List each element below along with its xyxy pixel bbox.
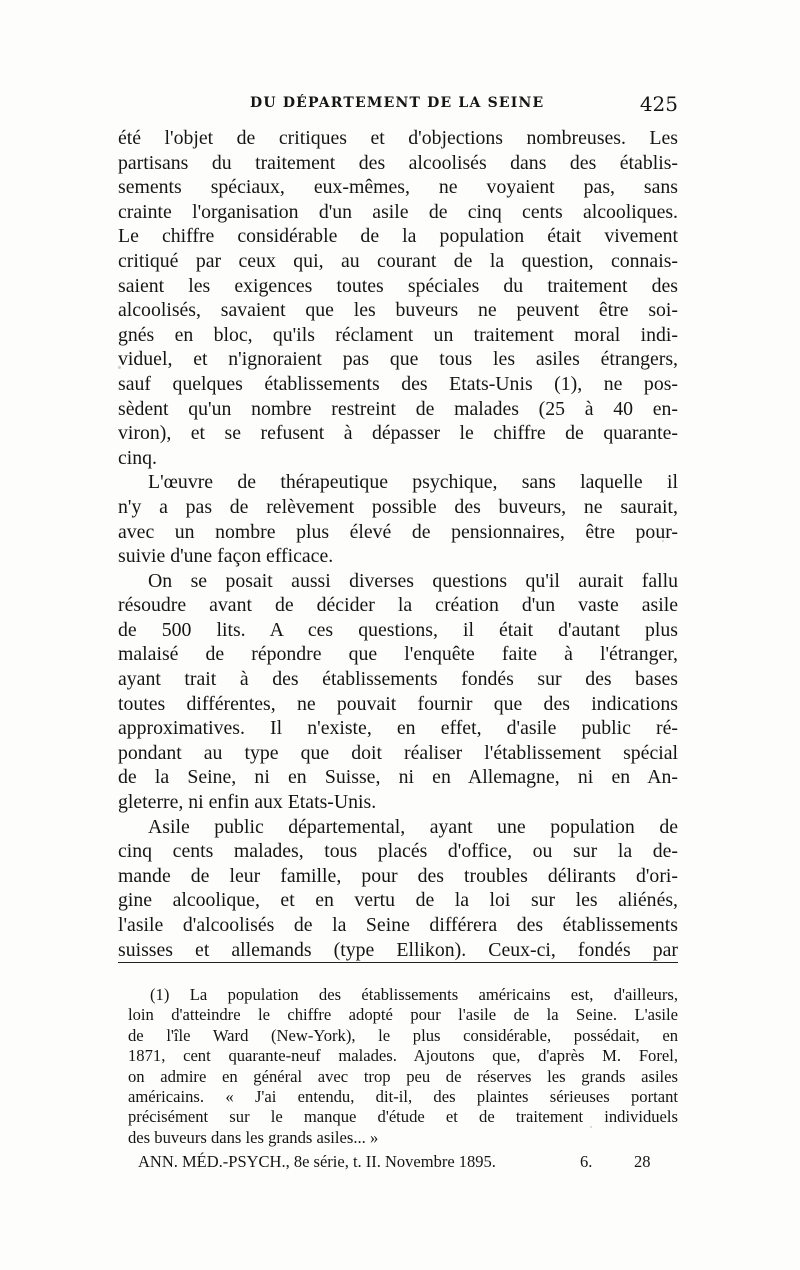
text-line: mande de leur famille, pour des troubles délirants d'ori- bbox=[118, 864, 678, 887]
text-line: toutes différentes, ne pouvait fournir que des indications bbox=[118, 692, 678, 715]
paper-speck bbox=[662, 540, 664, 542]
text-line: crainte l'organisation d'un asile de cinq cents alcooliques. bbox=[118, 200, 678, 223]
footnote-line: on admire en général avec trop peu de réserves les grands asiles bbox=[128, 1066, 678, 1086]
text-line: alcoolisés, savaient que les buveurs ne peuvent être soi- bbox=[118, 299, 678, 322]
paper-speck bbox=[472, 782, 474, 784]
sheet-mark: 6. bbox=[580, 1152, 593, 1171]
signature-number: 28 bbox=[634, 1152, 651, 1171]
text-line: sements spéciaux, eux-mêmes, ne voyaient pas, sans bbox=[118, 176, 678, 199]
paper-speck bbox=[590, 1126, 592, 1128]
text-line: approximatives. Il n'existe, en effet, d'asile public ré- bbox=[118, 717, 678, 740]
text-line: critiqué par ceux qui, au courant de la question, connais- bbox=[118, 249, 678, 272]
text-line: saient les exigences toutes spéciales du traitement des bbox=[118, 274, 678, 297]
text-line: L'œuvre de thérapeutique psychique, sans laquelle il bbox=[148, 471, 678, 494]
text-line: gleterre, ni enfin aux Etats-Unis. bbox=[118, 791, 377, 814]
page-number: 425 bbox=[639, 92, 678, 116]
footnote-line: (1) La population des établissements américains est, d'ailleurs, bbox=[150, 985, 678, 1004]
paper-speck bbox=[118, 366, 121, 369]
running-title: DU DÉPARTEMENT DE LA SEINE bbox=[250, 95, 545, 111]
text-line: Le chiffre considérable de la population était vivement bbox=[118, 225, 678, 248]
footnote-line: de l'île Ward (New-York), le plus considérable, possédait, en bbox=[128, 1025, 678, 1045]
page-header bbox=[118, 92, 678, 118]
text-line: Asile public départemental, ayant une population de bbox=[148, 815, 678, 838]
text-line: partisans du traitement des alcoolisés dans des établis- bbox=[118, 151, 678, 174]
text-line: sauf quelques établissements des Etats-Unis (1), ne pos- bbox=[118, 372, 678, 395]
footnote-line: loin d'atteindre le chiffre adopté pour l'asile de la Seine. L'asile bbox=[128, 1005, 678, 1025]
footnote-line: des buveurs dans les grands asiles... » bbox=[128, 1127, 379, 1147]
text-line: pondant au type que doit réaliser l'établissement spécial bbox=[118, 741, 678, 764]
footnote-line: précisément sur le manque d'étude et de traitement individuels bbox=[128, 1107, 678, 1127]
text-line: sèdent qu'un nombre restreint de malades (25 à 40 en- bbox=[118, 397, 678, 420]
text-line: n'y a pas de relèvement possible des buveurs, ne saurait, bbox=[118, 495, 678, 518]
text-line: ayant trait à des établissements fondés sur des bases bbox=[118, 668, 678, 691]
footnote bbox=[128, 985, 678, 1148]
text-line: viduel, et n'ignoraient pas que tous les asiles étrangers, bbox=[118, 348, 678, 371]
footnote-line: 1871, cent quarante-neuf malades. Ajoutons que, d'après M. Forel, bbox=[128, 1046, 678, 1066]
text-line: viron), et se refusent à dépasser le chiffre de quarante- bbox=[118, 422, 678, 445]
printer-signature bbox=[138, 1152, 678, 1174]
text-line: été l'objet de critiques et d'objections nombreuses. Les bbox=[118, 127, 678, 149]
text-line: suisses et allemands (type Ellikon). Ceux-ci, fondés par bbox=[118, 938, 678, 961]
text-line: suivie d'une façon efficace. bbox=[118, 545, 334, 568]
text-line: de 500 lits. A ces questions, il était d'autant plus bbox=[118, 618, 678, 641]
text-line: gnés en bloc, qu'ils réclament un traitement moral indi- bbox=[118, 323, 678, 346]
text-line: malaisé de répondre que l'enquête faite à l'étranger, bbox=[118, 643, 678, 666]
text-line: cinq. bbox=[118, 446, 158, 469]
text-line: On se posait aussi diverses questions qu'il aurait fallu bbox=[148, 569, 678, 592]
main-text bbox=[118, 126, 678, 962]
text-line: résoudre avant de décider la création d'un vaste asile bbox=[118, 594, 678, 617]
footnote-line: américains. « J'ai entendu, dit-il, des plaintes sérieuses portant bbox=[128, 1086, 678, 1106]
footnote-divider bbox=[118, 962, 678, 963]
text-line: l'asile d'alcoolisés de la Seine différera des établissements bbox=[118, 914, 678, 936]
text-line: avec un nombre plus élevé de pensionnaires, être pour- bbox=[118, 520, 678, 543]
text-line: cinq cents malades, tous placés d'office, ou sur la de- bbox=[118, 840, 678, 863]
text-line: de la Seine, ni en Suisse, ni en Allemagne, ni en An- bbox=[118, 766, 678, 789]
journal-reference: ANN. MÉD.-PSYCH., 8e série, t. II. Novembre 1895. bbox=[138, 1152, 496, 1171]
text-line: gine alcoolique, et en vertu de la loi sur les aliénés, bbox=[118, 889, 678, 912]
